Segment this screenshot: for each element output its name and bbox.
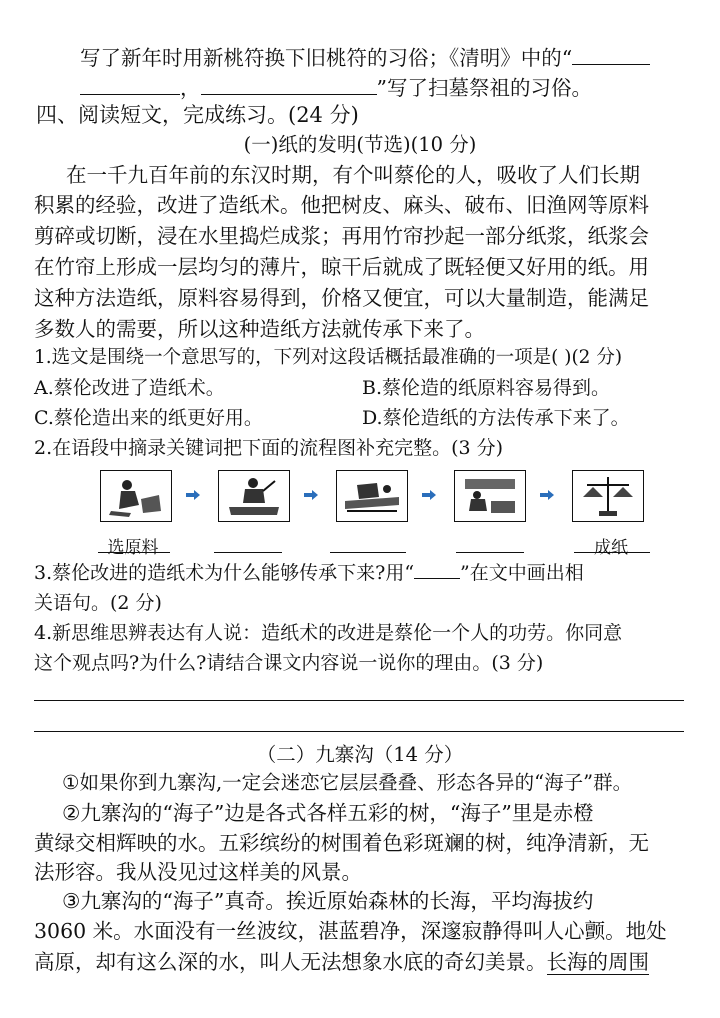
flow-label-first: 选原料 — [107, 538, 159, 558]
passage-line: 法形容。我从没见过这样美的风景。 — [34, 860, 362, 884]
dry-paper-icon — [572, 470, 644, 522]
arrow-right-icon — [422, 490, 436, 500]
answer-blank[interactable] — [201, 74, 377, 95]
passage-line: ②九寨沟的“海子”边是各式各样五彩的树，“海子”里是赤橙 — [62, 801, 594, 825]
option-a[interactable]: A.蔡伦改进了造纸术。 — [34, 377, 225, 399]
passage-line: ①如果你到九寨沟,一定会迷恋它层层叠叠、形态各异的“海子”群。 — [62, 771, 633, 794]
answer-blank[interactable] — [572, 44, 650, 65]
arrow-right-icon — [186, 490, 200, 500]
flow-line — [574, 552, 650, 553]
question-3: 3.蔡伦改进的造纸术为什么能够传承下来?用“ ”在文中画出相 — [34, 562, 584, 584]
flow-answer-blank[interactable] — [330, 552, 406, 553]
flow-answer-blank[interactable] — [214, 552, 282, 553]
section-title: 四、阅读短文，完成练习。(24 分) — [36, 103, 359, 127]
passage-line: 在一千九百年前的东汉时期，有个叫蔡伦的人，吸收了人们长期 — [66, 163, 640, 187]
question-2: 2.在语段中摘录关键词把下面的流程图补充完整。(3 分) — [34, 437, 504, 459]
text-line: 写了新年时用新桃符换下旧桃符的习俗；《清明》中的“ — [80, 44, 650, 71]
passage-line: 高原，却有这么深的水，叫人无法想象水底的奇幻美景。长海的周围 — [34, 950, 649, 974]
question-4: 4.新思维思辨表达有人说：造纸术的改进是蔡伦一个人的功劳。你同意 — [34, 622, 623, 644]
flow-line — [98, 552, 170, 553]
passage-line: 这种方法造纸，原料容易得到，价格又便宜，可以大量制造，能满足 — [34, 286, 649, 310]
question-1: 1.选文是围绕一个意思写的，下列对这段话概括最准确的一项是( )(2 分) — [34, 347, 623, 368]
flow-label-last: 成纸 — [594, 538, 628, 558]
question-3-cont: 关语句。(2 分) — [34, 592, 162, 614]
answer-blank[interactable] — [80, 74, 180, 95]
question-4-cont: 这个观点吗?为什么?请结合课文内容说一说你的理由。(3 分) — [34, 652, 544, 674]
option-b[interactable]: B.蔡伦造的纸原料容易得到。 — [362, 377, 611, 399]
passage-line: 黄绿交相辉映的水。五彩缤纷的树围着色彩斑斓的树，纯净清新，无 — [34, 831, 649, 855]
passage-line: 积累的经验，改进了造纸术。他把树皮、麻头、破布、旧渔网等原料 — [34, 193, 649, 217]
arrow-right-icon — [540, 490, 554, 500]
passage-line: ③九寨沟的“海子”真奇。挨近原始森林的长海，平均海拔约 — [62, 889, 594, 913]
passage-line: 在竹帘上形成一层均匀的薄片，晾干后就成了既轻便又好用的纸。用 — [34, 255, 649, 279]
option-d[interactable]: D.蔡伦造纸的方法传承下来了。 — [362, 407, 630, 429]
passage-line: 3060 米。水面没有一丝波纹，湛蓝碧净，深邃寂静得叫人心颤。地处 — [34, 919, 667, 943]
passage-line: 多数人的需要，所以这种造纸方法就传承下来了。 — [34, 317, 485, 341]
passage-title: (一)纸的发明(节选)(10 分) — [243, 133, 477, 156]
option-c[interactable]: C.蔡伦造出来的纸更好用。 — [34, 407, 263, 429]
select-materials-icon — [100, 470, 172, 522]
flow-answer-blank[interactable] — [456, 552, 524, 553]
text-line: ， ”写了扫墓祭祖的习俗。 — [80, 74, 592, 101]
answer-line[interactable] — [34, 731, 684, 732]
answer-line[interactable] — [34, 700, 684, 701]
pound-pulp-icon — [336, 470, 408, 522]
passage-title: （二）九寨沟（14 分） — [256, 743, 464, 766]
arrow-right-icon — [304, 490, 318, 500]
underline-sample — [414, 560, 460, 579]
cut-materials-icon — [218, 470, 290, 522]
scoop-pulp-icon — [454, 470, 526, 522]
passage-line: 剪碎或切断，浸在水里捣烂成浆；再用竹帘抄起一部分纸浆，纸浆会 — [34, 224, 649, 248]
